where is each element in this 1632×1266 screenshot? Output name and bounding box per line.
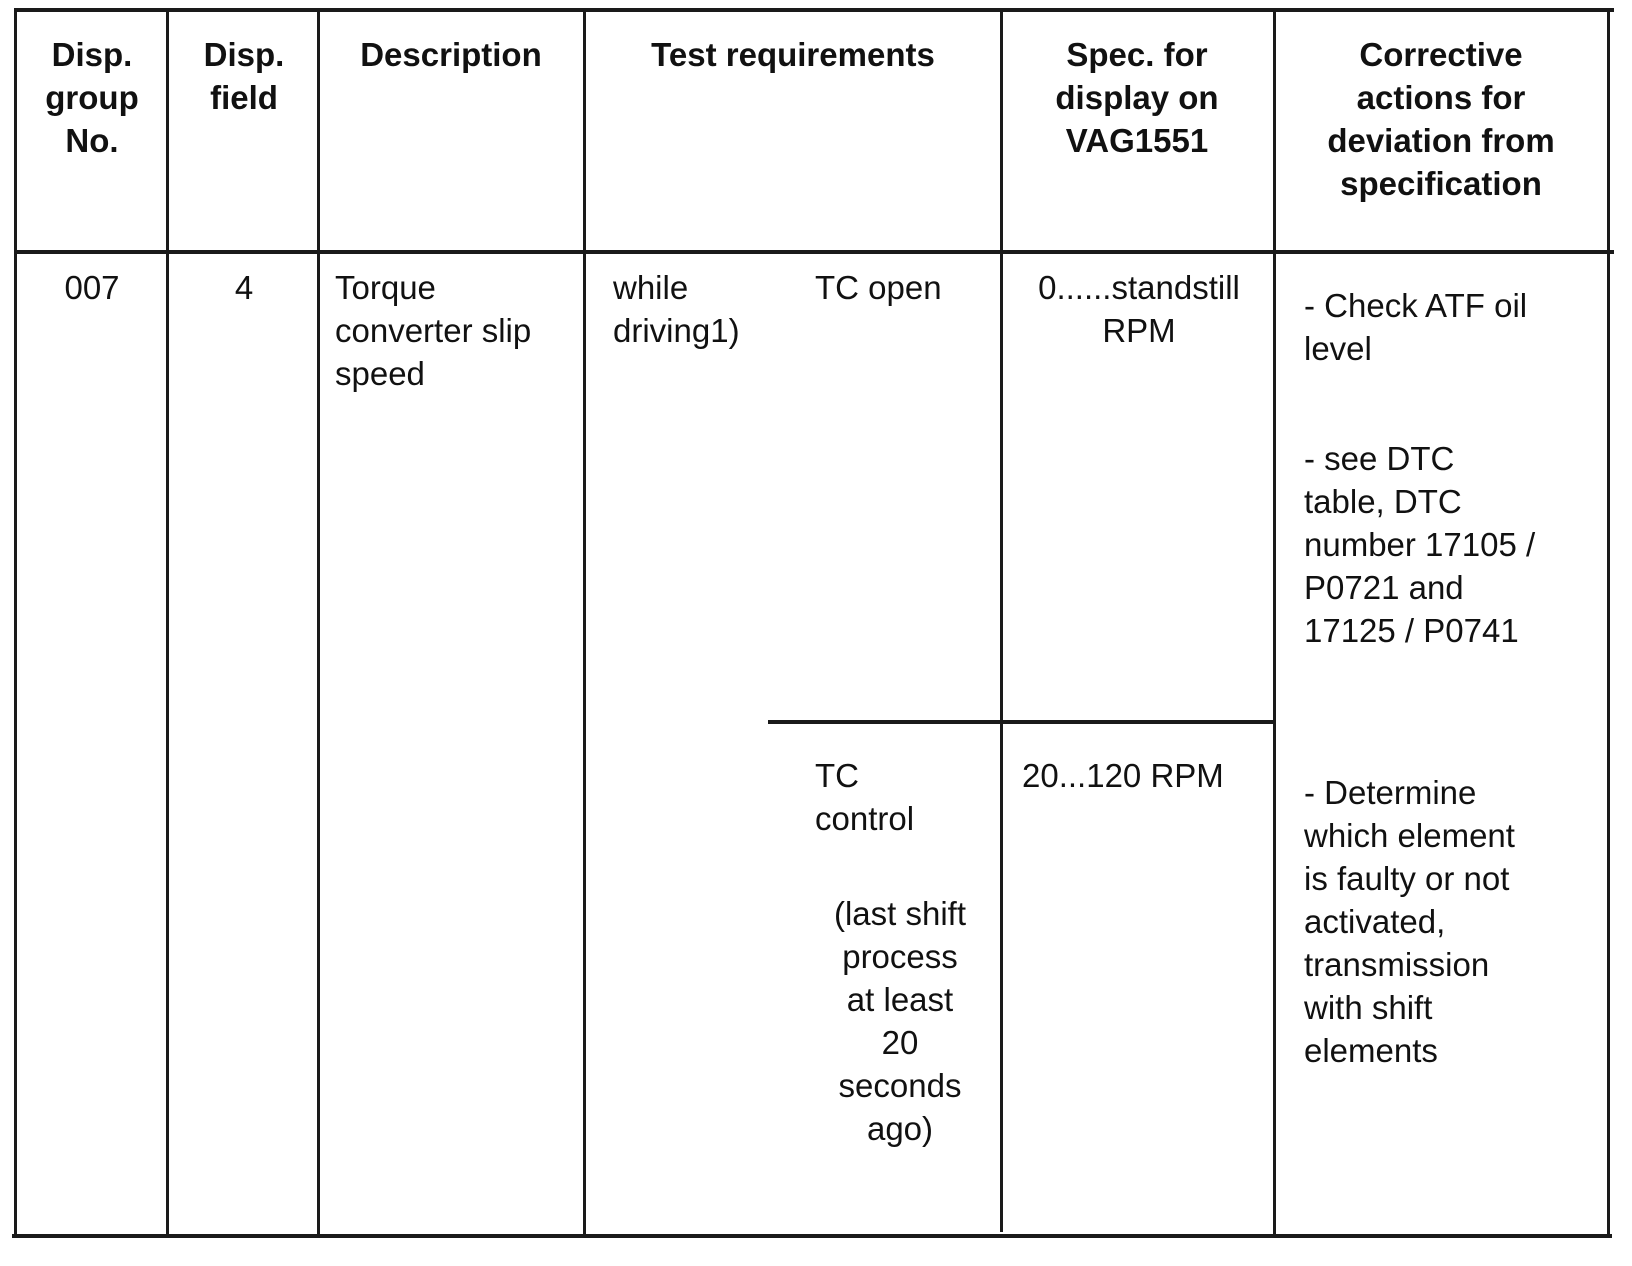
col-border-right xyxy=(1607,8,1610,1236)
cell-tc-control-spec: 20...120 RPM xyxy=(1022,757,1224,794)
cell-corrective-determine-element: - Determine which element is faulty or not activated, transmission with shift elements xyxy=(1304,774,1515,1069)
cell-disp-field: 4 xyxy=(234,269,254,306)
cell-corrective-check-atf: - Check ATF oil level xyxy=(1304,287,1528,367)
tc-row-divider xyxy=(768,720,1276,724)
col-border-3 xyxy=(583,8,586,1236)
cell-description: Torque converter slip speed xyxy=(335,269,532,392)
header-description: Description xyxy=(360,36,542,73)
header-disp-group: Disp. group No. xyxy=(45,36,139,159)
table-top-border xyxy=(14,8,1614,12)
cell-test-condition: while driving1) xyxy=(613,269,740,349)
table-bottom-border xyxy=(12,1234,1612,1238)
col-border-2 xyxy=(317,8,320,1236)
cell-tc-control-note: (last shift process at least 20 seconds ago) xyxy=(833,895,967,1147)
col-border-5 xyxy=(1273,8,1276,1236)
cell-tc-open-spec: 0......standstill RPM xyxy=(1038,269,1240,349)
col-border-left xyxy=(14,8,17,1236)
header-spec: Spec. for display on VAG1551 xyxy=(1055,36,1219,159)
header-disp-field: Disp. field xyxy=(203,36,285,116)
header-test-requirements: Test requirements xyxy=(651,36,935,73)
cell-disp-group: 007 xyxy=(64,269,120,306)
col-border-1 xyxy=(166,8,169,1236)
header-corrective-actions: Corrective actions for deviation from specification xyxy=(1327,36,1555,202)
col-border-4 xyxy=(1000,8,1003,1232)
cell-corrective-see-dtc: - see DTC table, DTC number 17105 / P0721 and 17125 / P0741 xyxy=(1304,440,1536,649)
cell-tc-control-label: TC control xyxy=(815,757,915,837)
cell-tc-open-label: TC open xyxy=(815,269,942,306)
header-bottom-border xyxy=(14,250,1614,254)
